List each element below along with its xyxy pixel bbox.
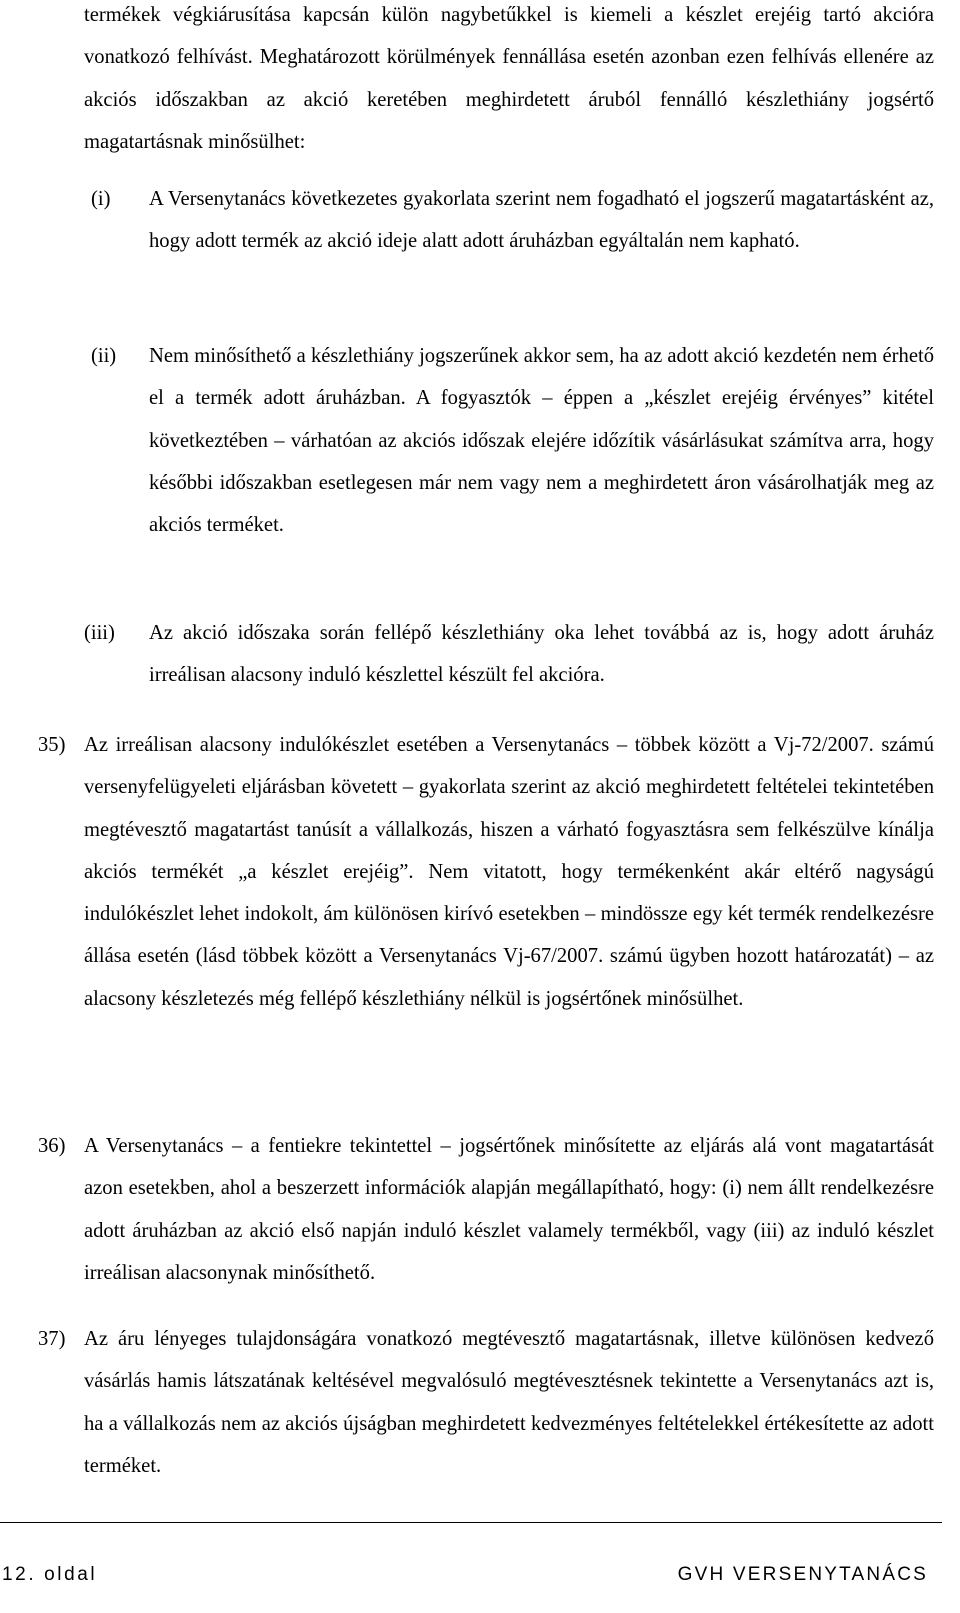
paragraph-number-36: 36) [38, 1135, 66, 1157]
intro-paragraph: termékek végkiárusítása kapcsán külön nagybetűkkel is kiemeli a készlet erejéig tartó akcióra vonatkozó felhívást. Meghatározott körülmények fennállása esetén azonban ezen felhívás ellenére az akciós időszakban az akció keretében meghirdetett áruból fennálló készlethiány jogsértő magatartásnak minősülhet: [84, 4, 934, 153]
paragraph-number-35: 35) [38, 734, 66, 756]
footer-divider [0, 1522, 942, 1523]
sub-item-text-ii: Nem minősíthető a készlethiány jogszerűnek akkor sem, ha az adott akció kezdetén nem érhető el a termék adott áruházban. A fogyasztók – éppen a „készlet erejéig érvényes” kitétel következtében – várhatóan az akciós időszak elejére időzítik vásárlásukat számítva arra, hogy későbbi időszakban esetlegesen már nem vagy nem a meghirdetett áron vásárolhatják meg az akciós terméket. [149, 345, 934, 537]
sub-item-label-i: (i) [91, 188, 111, 210]
paragraph-number-37: 37) [38, 1328, 66, 1350]
footer-organization: GVH VERSENYTANÁCS [677, 1564, 928, 1585]
paragraph-35: Az irreálisan alacsony indulókészlet esetében a Versenytanács – többek között a Vj-72/2007. számú versenyfelügyeleti eljárásban követett – gyakorlata szerint az akció meghirdetett feltételei tekintetében megtévesztő magatartást tanúsít a vállalkozás, hiszen a várható fogyasztásra sem felkészülve kínálja akciós termékét „a készlet erejéig”. Nem vitatott, hogy termékenként akár eltérő nagyságú indulókészlet lehet indokolt, ám különösen kirívó esetekben – mindössze egy két termék rendelkezésre állása esetén (lásd többek között a Versenytanács Vj-67/2007. számú ügyben hozott határozatát) – az alacsony készletezés még fellépő készlethiány nélkül is jogsértőnek minősülhet. [84, 734, 934, 1010]
page-number: 12. oldal [2, 1564, 98, 1585]
sub-item-text-i: A Versenytanács következetes gyakorlata szerint nem fogadható el jogszerű magatartásként az, hogy adott termék az akció ideje alatt adott áruházban egyáltalán nem kapható. [149, 188, 934, 253]
sub-item-label-iii: (iii) [84, 622, 115, 644]
paragraph-37: Az áru lényeges tulajdonságára vonatkozó megtévesztő magatartásnak, illetve különösen kedvező vásárlás hamis látszatának keltésével megvalósuló megtévesztésnek tekintette a Versenytanács azt is, ha a vállalkozás nem az akciós újságban meghirdetett kedvezményes feltételekkel értékesítette az adott terméket. [84, 1328, 934, 1477]
paragraph-36: A Versenytanács – a fentiekre tekintettel – jogsértőnek minősítette az eljárás alá vont magatartását azon esetekben, ahol a beszerzett információk alapján megállapítható, hogy: (i) nem állt rendelkezésre adott áruházban az akció első napján induló készlet valamely termékből, vagy (iii) az induló készlet irreálisan alacsonynak minősíthető. [84, 1135, 934, 1284]
sub-item-text-iii: Az akció időszaka során fellépő készlethiány oka lehet továbbá az is, hogy adott áruház irreálisan alacsony induló készlettel készült fel akcióra. [149, 622, 934, 687]
sub-item-label-ii: (ii) [91, 345, 117, 367]
